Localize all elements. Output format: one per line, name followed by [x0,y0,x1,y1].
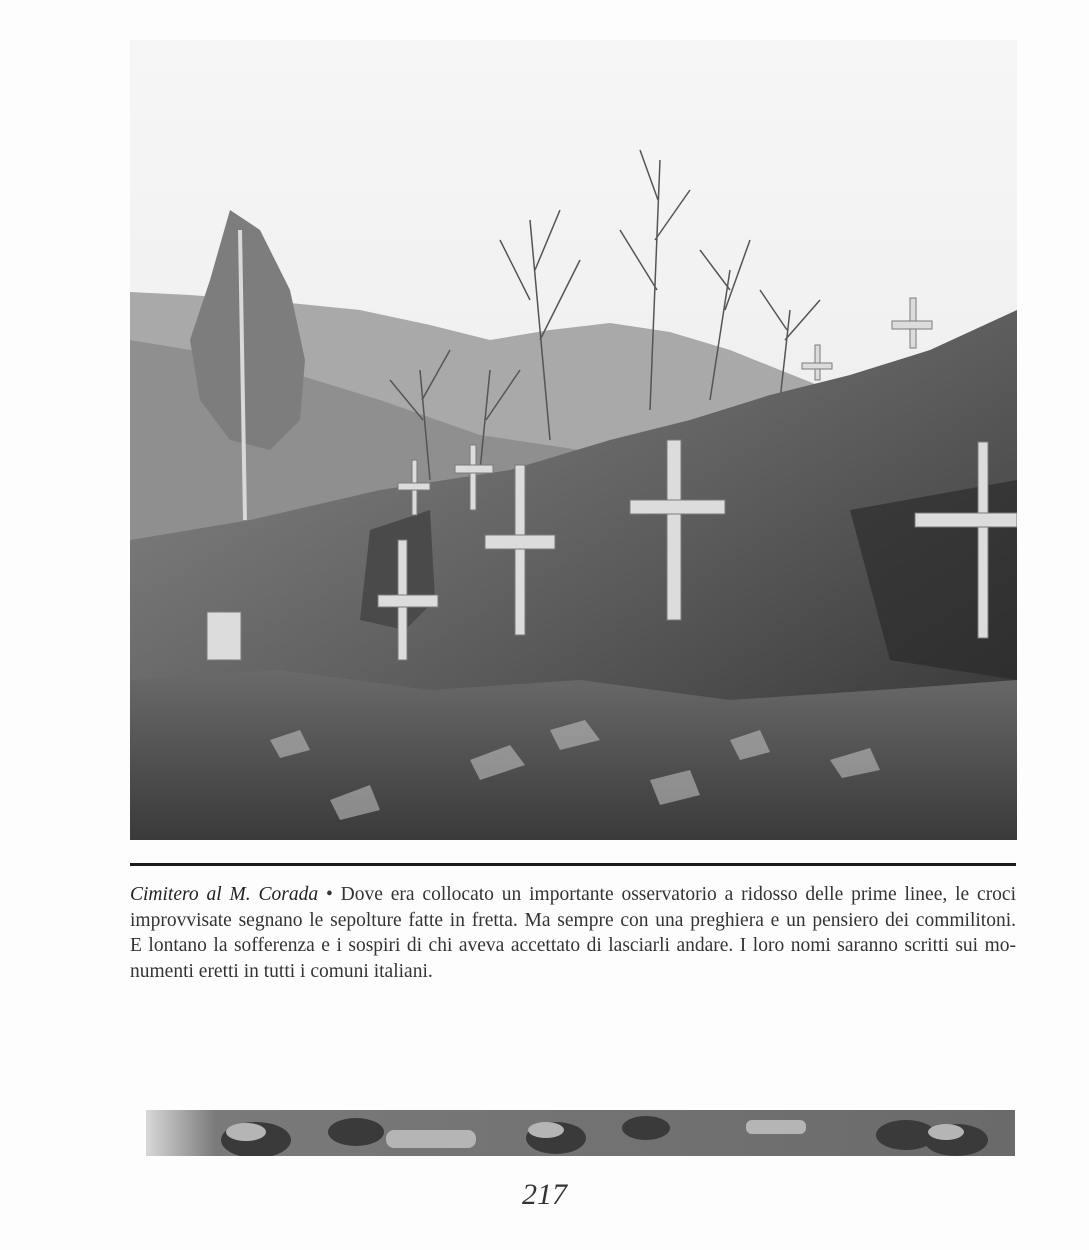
caption-lead: Cimitero al M. Corada [130,884,319,905]
caption-text-1: Dove era collocato un importante osservatorio a ridosso delle prime linee, le croci [340,884,1017,905]
photo-caption [130,882,1016,984]
caption-line-3: E lontano la sofferenza e i sospiri di chi aveva accettato di lasciarli andare. I loro nomi saranno scritti sui mo- [130,935,1016,956]
caption-separator: • [318,884,341,905]
caption-line-1 [130,882,1016,908]
caption-line-4: numenti eretti in tutti i comuni italiani. [130,960,433,982]
decorative-photo-strip [146,1110,1015,1156]
caption-rule [130,863,1016,866]
photo-illustration [130,40,1017,840]
cemetery-photo [130,40,1017,840]
soldiers-helmets-illustration [146,1110,1015,1156]
caption-line-2: improvvisate segnano le sepolture fatte in fretta. Ma sempre con una preghiera e un pensiero dei commilitoni. [130,909,1016,931]
page-number: 217 [522,1178,567,1211]
